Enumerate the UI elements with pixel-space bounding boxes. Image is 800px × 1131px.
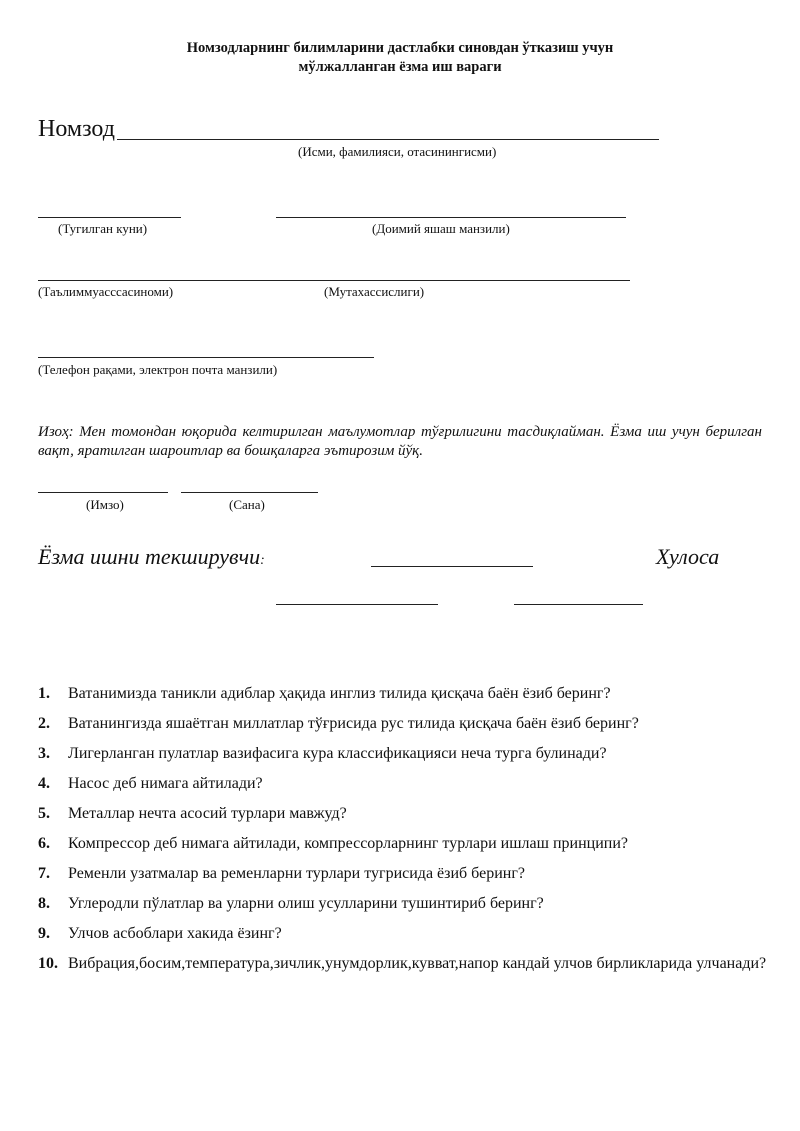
candidate-name-line[interactable] xyxy=(117,139,659,140)
birthdate-line[interactable] xyxy=(38,217,181,218)
candidate-caption: (Исми, фамилияси, отасинингисми) xyxy=(298,144,497,159)
question-text: Лигерланган пулатлар вазифасига кура классификацияси неча турга булинади? xyxy=(68,745,607,762)
contact-line[interactable] xyxy=(38,357,374,358)
education-caption: (Таълиммуасссасиноми) xyxy=(38,284,174,299)
document-title-line-1: Номзодларнинг билимларини дастлабки синовдан ўтказиш учун xyxy=(186,40,614,56)
checker-label-text: Ёзма ишни текширувчи xyxy=(38,544,261,569)
consent-note: Изоҳ: Мен томондан юқорида келтирилган маълумотлар тўғрилигини тасдиқлайман. Ёзма иш учун берилган вақт, яратилган шароитлар ва бошқаларга эътирозим йўқ. xyxy=(38,424,762,459)
question-number: 1. xyxy=(38,685,50,702)
document-title-line-2: мўлжалланган ёзма иш вараги xyxy=(298,59,502,75)
question-number: 9. xyxy=(38,925,50,942)
question-number: 4. xyxy=(38,775,50,792)
question-number: 10. xyxy=(38,955,58,972)
question-text: Вибрация,босим,температура,зичлик,унумдорлик,кувват,напор кандай улчов бирликларида улчанади? xyxy=(68,955,767,972)
question-number: 7. xyxy=(38,865,50,882)
contact-caption: (Телефон рақами, электрон почта манзили) xyxy=(38,362,278,377)
question-number: 5. xyxy=(38,805,50,822)
checker-name-line[interactable] xyxy=(371,566,533,567)
specialty-caption: (Мутахассислиги) xyxy=(324,284,425,299)
education-specialty-line[interactable] xyxy=(38,280,630,281)
birthdate-caption: (Тугилган куни) xyxy=(58,221,148,236)
checker-colon: : xyxy=(260,553,265,568)
checker-label xyxy=(38,544,265,570)
question-text: Металлар нечта асосий турлари мавжуд? xyxy=(68,805,347,822)
conclusion-label: Хулоса xyxy=(656,544,720,569)
signature-caption: (Имзо) xyxy=(86,497,124,512)
date-line[interactable] xyxy=(181,492,318,493)
question-text: Компрессор деб нимага айтилади, компрессорларнинг турлари ишлаш принципи? xyxy=(68,835,628,852)
question-text: Углеродли пўлатлар ва уларни олиш усулларини тушинтириб беринг? xyxy=(68,895,544,912)
question-text: Ватанимизда таникли адиблар ҳақида инглиз тилида қисқача баён ёзиб беринг? xyxy=(68,685,611,702)
signature-line[interactable] xyxy=(38,492,168,493)
date-caption: (Сана) xyxy=(229,497,265,512)
question-number: 6. xyxy=(38,835,50,852)
question-number: 8. xyxy=(38,895,50,912)
question-text: Насос деб нимага айтилади? xyxy=(68,775,263,792)
address-caption: (Доимий яшаш манзили) xyxy=(372,221,510,236)
address-line[interactable] xyxy=(276,217,626,218)
checker-signature-line[interactable] xyxy=(276,604,438,605)
question-number: 2. xyxy=(38,715,50,732)
question-number: 3. xyxy=(38,745,50,762)
question-text: Улчов асбоблари хакида ёзинг? xyxy=(68,925,282,942)
question-text: Ватанингизда яшаётган миллатлар тўғрисида рус тилида қисқача баён ёзиб беринг? xyxy=(68,715,639,732)
question-text: Ременли узатмалар ва ременларни турлари тугрисида ёзиб беринг? xyxy=(68,865,525,882)
candidate-label: Номзод xyxy=(38,116,115,142)
conclusion-line[interactable] xyxy=(514,604,643,605)
